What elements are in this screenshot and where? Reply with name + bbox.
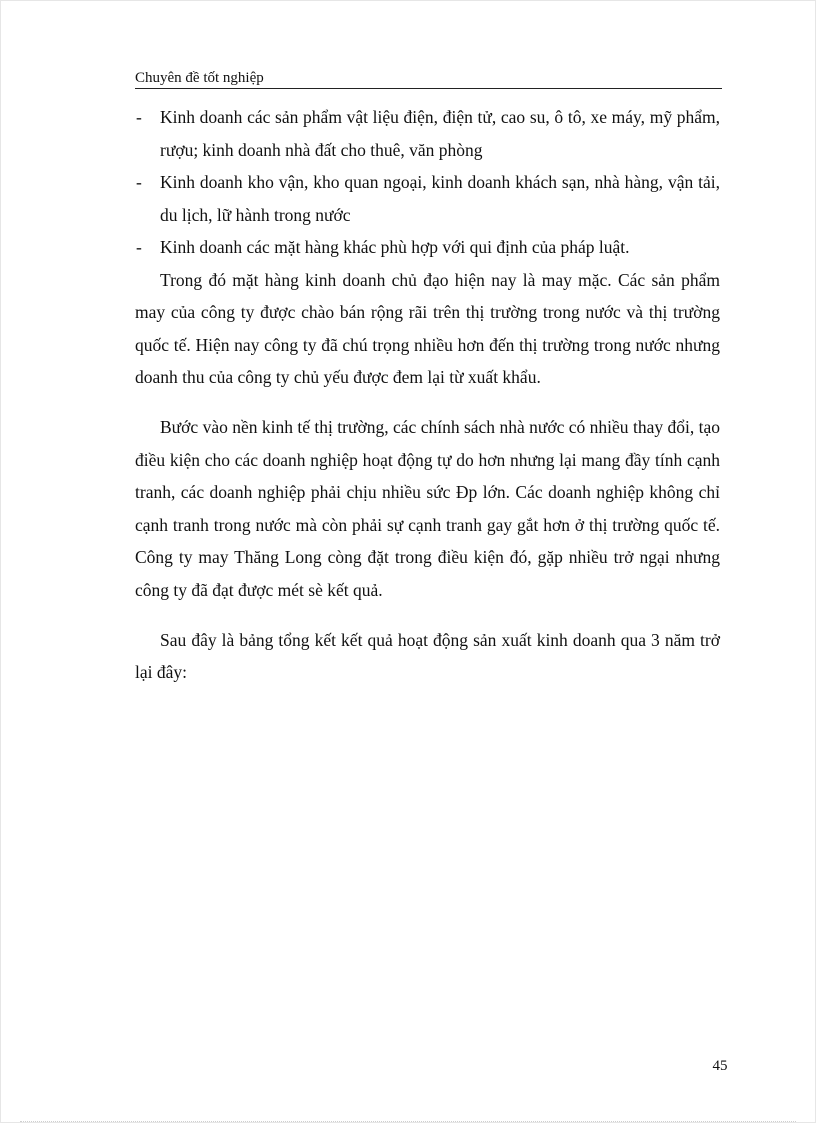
paragraph: Sau đây là bảng tổng kết kết quả hoạt động sản xuất kinh doanh qua 3 năm trở lại đây: [135,629,720,682]
paragraph: Bước vào nền kinh tế thị trường, các chính sách nhà nước có nhiều thay đổi, tạo điều kiện cho các doanh nghiệp hoạt động tự do hơn nhưng lại mang đầy tính cạnh tranh, các doanh nghiệp phải chịu nhiều sức Đp lớn. Các doanh nghiệp không chỉ cạnh tranh trong nước mà còn phải sự cạnh tranh gay gắt hơn ở thị trường quốc tế. Công ty may Thăng Long còng đặt trong điều kiện đó, gặp nhiều trở ngại nhưng công ty đã đạt được mét sè kết quả. [135,417,720,600]
bullet-text: Kinh doanh kho vận, kho quan ngoại, kinh doanh khách sạn, nhà hàng, vận tải, du lịch, lữ hành trong nước [160,172,720,225]
header-title: Chuyên đề tốt nghiệp [135,70,264,86]
page-bottom-divider [20,1121,796,1122]
bullet-item [135,101,720,166]
bullet-item [135,231,720,264]
dash-bullet-icon: - [136,237,142,257]
document-body [135,101,720,706]
bullet-text: Kinh doanh các mặt hàng khác phù hợp với qui định của pháp luật. [160,237,630,257]
page-number: 45 [712,1058,728,1074]
paragraph: Trong đó mặt hàng kinh doanh chủ đạo hiện nay là may mặc. Các sản phẩm may của công ty được chào bán rộng rãi trên thị trường trong nước và thị trường quốc tế. Hiện nay công ty đã chú trọng nhiều hơn đến thị trường trong nước nhưng doanh thu của công ty chủ yếu được đem lại từ xuất khẩu. [135,269,720,387]
bullet-list [135,101,720,264]
dash-bullet-icon: - [136,107,142,127]
page-header [135,70,722,89]
bullet-item [135,166,720,231]
dash-bullet-icon: - [136,172,142,192]
bullet-text: Kinh doanh các sản phẩm vật liệu điện, điện tử, cao su, ô tô, xe máy, mỹ phẩm, rượu; kinh doanh nhà đất cho thuê, văn phòng [160,107,720,160]
